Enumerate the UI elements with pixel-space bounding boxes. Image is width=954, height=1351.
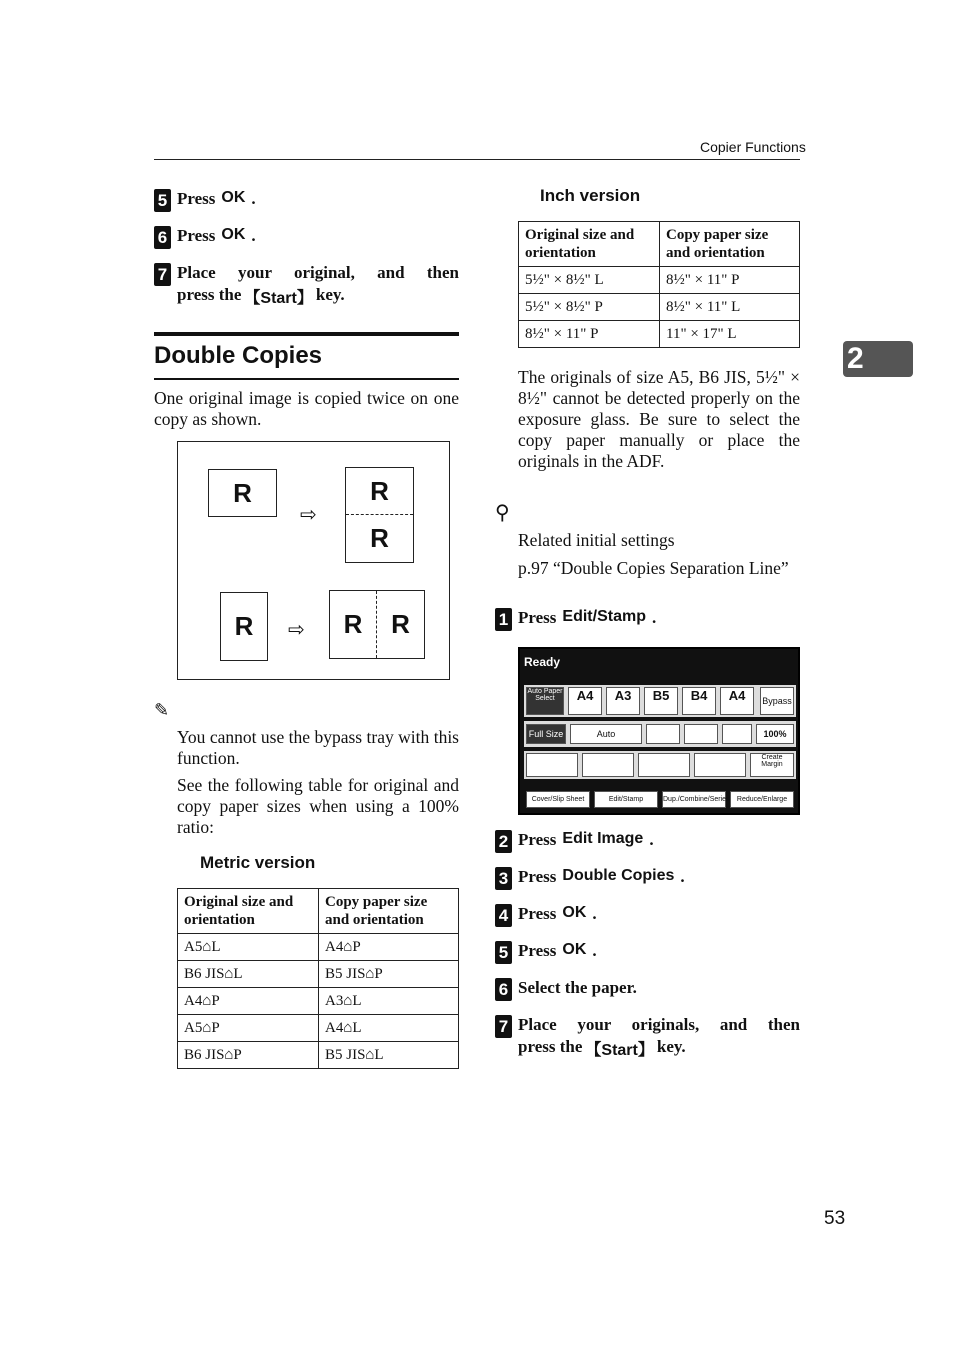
right-step-5 [495, 941, 597, 964]
step-number: 6 [154, 226, 171, 249]
tab-dup-combine-series[interactable]: Dup./Combine/Series [662, 791, 726, 808]
step-text: Press [177, 189, 216, 208]
combine-button[interactable] [582, 753, 634, 777]
key-label: OK [221, 226, 246, 243]
table-cell: A4⌂P [319, 934, 459, 961]
table-row [178, 934, 459, 961]
step-text: press the [518, 1037, 583, 1056]
copier-screen [518, 647, 800, 815]
table-cell: A4⌂L [319, 1015, 459, 1042]
table-cell: B6 JIS⌂L [178, 961, 319, 988]
left-step-5 [154, 189, 256, 212]
metric-table [177, 888, 459, 1069]
key-label: 【Start】 [244, 290, 313, 307]
step-period: . [651, 608, 657, 627]
step-period: . [592, 941, 597, 960]
right-step-2 [495, 830, 654, 853]
pencil-note-icon: ✎ [154, 700, 170, 720]
table-cell: A4⌂P [178, 988, 319, 1015]
step-text: key. [315, 285, 345, 304]
table-header-row [178, 889, 459, 934]
table-row [519, 267, 800, 294]
step-text: Press [518, 904, 557, 923]
double-copies-diagram [177, 441, 450, 680]
tab-edit-stamp[interactable]: Edit/Stamp [594, 791, 658, 808]
inch-table [518, 221, 800, 348]
create-margin-button[interactable]: Create Margin [750, 753, 794, 777]
right-step-4 [495, 904, 597, 927]
table-row [178, 961, 459, 988]
table-row [519, 294, 800, 321]
full-size-button[interactable]: Full Size [526, 724, 566, 744]
table-cell: 5½" × 8½" L [519, 267, 660, 294]
section-intro: One original image is copied twice on one copy as shown. [154, 388, 459, 429]
bypass-button[interactable]: Bypass [760, 687, 794, 715]
paper-tray-1-button[interactable] [568, 687, 602, 715]
key-label: Edit/Stamp [562, 608, 646, 625]
table-row [519, 321, 800, 348]
inch-note: The originals of size A5, B6 JIS, 5½" × 8½" cannot be detected properly on the exposure glass. Be sure to select the copy paper manually or place the originals in the ADF. [518, 367, 800, 471]
table-cell: A5⌂P [178, 1015, 319, 1042]
step-number: 6 [495, 978, 512, 1001]
key-label: OK [221, 189, 246, 206]
table-cell: A5⌂L [178, 934, 319, 961]
metric-title: Metric version [200, 853, 316, 872]
tab-cover-slip-sheet[interactable]: Cover/Slip Sheet [526, 791, 590, 808]
paper-select-row [524, 685, 796, 717]
step-text: press the [177, 285, 242, 304]
tray-label: A4 [728, 688, 746, 703]
step-text: key. [656, 1037, 686, 1056]
duplex-button[interactable] [526, 753, 578, 777]
table-cell: 5½" × 8½" P [519, 294, 660, 321]
step-period: . [680, 867, 685, 886]
table-cell: 11" × 17" L [660, 321, 800, 348]
table-cell: B6 JIS⌂P [178, 1042, 319, 1069]
step-number: 7 [495, 1015, 512, 1038]
inch-title: Inch version [540, 186, 641, 205]
table-cell: 8½" × 11" P [519, 321, 660, 348]
left-step-7 [154, 263, 459, 308]
table-cell: A3⌂L [319, 988, 459, 1015]
step-text: Press [518, 941, 557, 960]
arrow-icon: ⇨ [300, 504, 317, 526]
series-button[interactable] [638, 753, 690, 777]
key-label: Edit Image [562, 830, 644, 847]
magnifier-icon: ⚲ [495, 502, 510, 524]
key-label: OK [562, 904, 587, 921]
step-number: 5 [495, 941, 512, 964]
table-header: Original size and orientation [519, 222, 660, 267]
paper-tray-4-button[interactable] [682, 687, 716, 715]
step-text: Place your original, and then [177, 263, 459, 282]
key-label: Double Copies [562, 867, 675, 884]
tab-reduce-enlarge[interactable]: Reduce/Enlarge [730, 791, 794, 808]
tray-label: A3 [614, 688, 632, 703]
table-header: Copy paper size and orientation [660, 222, 800, 267]
reduce-preset-button[interactable] [646, 724, 680, 744]
note-table-ref: See the following table for original and copy paper sizes when using a 100% ratio: [177, 775, 459, 837]
table-header-row [519, 222, 800, 267]
step-number: 5 [154, 189, 171, 212]
status-text: Ready [524, 655, 561, 669]
right-step-3 [495, 867, 685, 890]
table-row [178, 1042, 459, 1069]
section-top-bar [154, 332, 459, 336]
related-label: Related initial settings [518, 530, 675, 550]
right-step-1 [495, 608, 656, 631]
copy-right-image: R [391, 609, 410, 639]
step-period: . [649, 830, 654, 849]
section-bottom-bar [154, 378, 459, 380]
ratio-row [524, 721, 796, 747]
copy-bottom-image: R [370, 523, 389, 553]
key-label: OK [562, 941, 587, 958]
header-rule [154, 159, 800, 160]
copy-portrait [345, 467, 414, 563]
paper-tray-5-button[interactable] [720, 687, 754, 715]
copy-top-image: R [346, 468, 413, 515]
zoom-button[interactable] [722, 724, 752, 744]
right-step-6 [495, 978, 637, 1001]
running-header: Copier Functions [700, 139, 806, 155]
paper-tray-2-button[interactable] [606, 687, 640, 715]
step-period: . [251, 226, 256, 245]
step-text: Press [518, 608, 557, 627]
enlarge-preset-button[interactable] [684, 724, 718, 744]
note-bypass: You cannot use the bypass tray with this function. [177, 727, 459, 768]
table-cell: 8½" × 11" L [660, 294, 800, 321]
step-number: 4 [495, 904, 512, 927]
step-number: 3 [495, 867, 512, 890]
tray-label: B5 [652, 688, 670, 703]
step-number: 1 [495, 608, 512, 631]
table-row [178, 1015, 459, 1042]
table-cell: 8½" × 11" P [660, 267, 800, 294]
related-reference: p.97 “Double Copies Separation Line” [518, 558, 789, 578]
bottom-tab-row [524, 789, 796, 811]
step-period: . [251, 189, 256, 208]
copy-left-image: R [330, 591, 377, 658]
step-text: Place your originals, and then [518, 1015, 800, 1034]
table-cell: B5 JIS⌂L [319, 1042, 459, 1069]
book-button[interactable] [694, 753, 746, 777]
function-row [524, 751, 796, 779]
step-text: Press [518, 830, 557, 849]
original-portrait: R [220, 592, 268, 661]
left-step-6 [154, 226, 256, 249]
ratio-display: 100% [756, 724, 794, 744]
step-text: Select the paper. [518, 978, 637, 997]
tray-label: A4 [576, 688, 594, 703]
step-text: Press [177, 226, 216, 245]
step-number: 2 [495, 830, 512, 853]
auto-paper-button[interactable]: Auto Paper Select [526, 687, 564, 715]
chapter-tab-badge: 2 [843, 341, 913, 377]
section-title: Double Copies [154, 342, 323, 369]
original-landscape: R [208, 469, 277, 517]
table-header: Original size and orientation [178, 889, 319, 934]
copy-landscape [329, 590, 425, 659]
tray-label: B4 [690, 688, 708, 703]
key-label: 【Start】 [585, 1042, 654, 1059]
arrow-icon: ⇨ [288, 619, 305, 641]
paper-tray-3-button[interactable] [644, 687, 678, 715]
page-number: 53 [824, 1208, 846, 1229]
step-period: . [592, 904, 597, 923]
auto-reduce-enlarge-button[interactable]: Auto [570, 724, 642, 744]
step-number: 7 [154, 263, 171, 286]
right-step-7 [495, 1015, 800, 1060]
table-cell: B5 JIS⌂P [319, 961, 459, 988]
table-header: Copy paper size and orientation [319, 889, 459, 934]
table-row [178, 988, 459, 1015]
step-text: Press [518, 867, 557, 886]
